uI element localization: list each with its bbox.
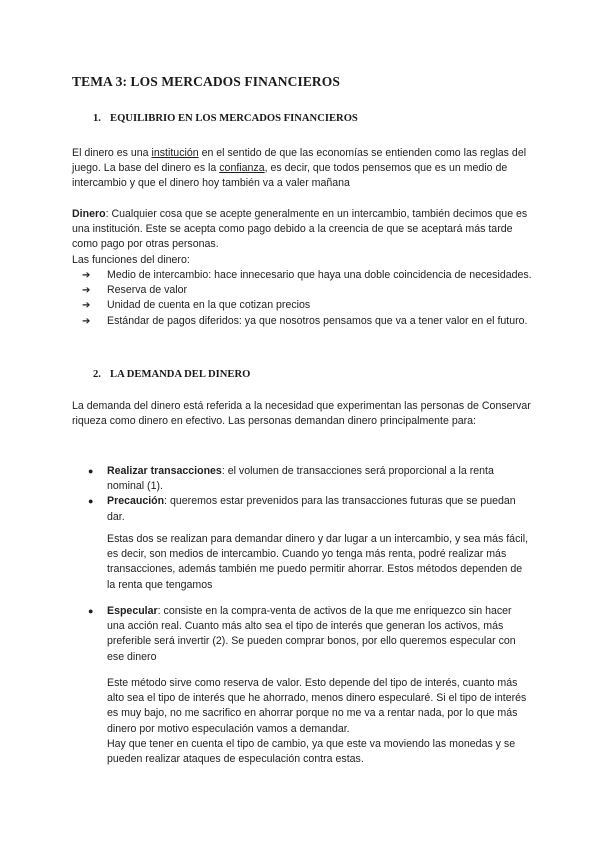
function-text: Reserva de valor	[107, 284, 188, 297]
list-item	[72, 464, 532, 494]
dinero-definition-text: : Cualquier cosa que se acepte generalmente en un intercambio, también decimos que es una institución. Este se acepta como pago debido a la creencia de que se aceptará más tarde como pago por otras personas.	[72, 208, 528, 251]
list-item	[72, 298, 532, 313]
bullet-dot-icon: ●	[88, 496, 94, 507]
list-item	[72, 314, 532, 329]
motive-term: Precaución	[107, 495, 165, 508]
section-1-title: EQUILIBRIO EN LOS MERCADOS FINANCIEROS	[110, 113, 358, 124]
list-item	[72, 604, 532, 665]
function-text: Unidad de cuenta en la que cotizan precios	[107, 299, 311, 312]
arrow-bullet-icon: ➔	[82, 285, 91, 297]
section-2-number: 2.	[93, 369, 101, 380]
bullet-dot-icon: ●	[88, 466, 94, 476]
section-2-title: LA DEMANDA DEL DINERO	[110, 369, 251, 380]
page-title: TEMA 3: LOS MERCADOS FINANCIEROS	[72, 74, 340, 89]
text-segment: en el sentido de que las economías se entienden como las reglas del juego. La base del dinero es la	[72, 147, 527, 175]
paragraph-institution	[72, 146, 532, 192]
section-1-heading	[93, 113, 358, 124]
list-item	[72, 283, 532, 298]
motives-list	[72, 464, 532, 525]
function-text: Estándar de pagos diferidos: ya que nosotros pensamos que va a tener valor en el futuro.	[107, 314, 528, 327]
section-1-number: 1.	[93, 113, 101, 124]
note-speculation	[107, 676, 532, 767]
list-item	[72, 268, 532, 283]
note-exchange-text: Hay que tener en cuenta el tipo de cambio, ya que este va moviendo las monedas y se pueden realizar ataques de especulación contra estas.	[107, 737, 516, 766]
motive-text: : el volumen de transacciones será proporcional a la renta nominal (1).	[107, 465, 494, 493]
functions-list	[72, 268, 532, 329]
motive-term: Especular	[107, 605, 158, 617]
motives-list-2	[72, 604, 532, 665]
bullet-dot-icon: ●	[88, 606, 94, 616]
text-segment: , es decir, que todos pensemos que es un medio de intercambio y que el dinero hoy también va a valer mañana	[72, 162, 508, 190]
function-text: Medio de intercambio: hace innecesario que haya una doble coincidencia de necesidades.	[107, 269, 532, 281]
arrow-bullet-icon: ➔	[82, 315, 91, 327]
arrow-bullet-icon: ➔	[82, 300, 91, 312]
paragraph-dinero-definition	[72, 207, 532, 268]
motive-text: : consiste en la compra-venta de activos de la que me enriquezco sin hacer una acción real. Cuanto más alto sea el tipo de interés que generan los activos, más preferible será invertir (2). Se pueden comprar bonos, por ello queremos especular con ese dinero	[107, 605, 516, 663]
motive-term: Realizar transacciones	[107, 465, 222, 477]
institucion-link[interactable]: institución	[151, 147, 199, 159]
paragraph-demand-intro: La demanda del dinero está referida a la necesidad que experimentan las personas de Conservar riqueza como dinero en efectivo. Las personas demandan dinero principalmente para:	[72, 400, 531, 428]
motive-text: : queremos estar prevenidos para las transacciones futuras que se puedan dar.	[107, 495, 516, 523]
arrow-bullet-icon: ➔	[82, 270, 91, 281]
note-speculation-text: Este método sirve como reserva de valor. Esto depende del tipo de interés, cuanto más alto sea el tipo de interés que he ahorrado, menos dinero especularé. Si el tipo de interés es muy bajo, no me sacrifico en ahorrar porque no me va a rentar nada, por lo que más dinero por motivo especulación vamos a demandar.	[107, 677, 527, 735]
functions-intro: Las funciones del dinero:	[72, 253, 190, 266]
note-transactions: Estas dos se realizan para demandar dinero y dar lugar a un intercambio, y sea más fácil, es decir, son medios de intercambio. Cuando yo tenga más renta, podré realizar más transacciones, además también me puedo permitir ahorrar. Estos métodos dependen de la renta que tengamos	[107, 533, 529, 591]
confianza-link[interactable]: confianza	[219, 162, 265, 175]
list-item	[72, 494, 532, 524]
section-2-heading	[93, 369, 250, 380]
dinero-term: Dinero	[72, 208, 106, 220]
text-segment: El dinero es una	[72, 147, 152, 159]
